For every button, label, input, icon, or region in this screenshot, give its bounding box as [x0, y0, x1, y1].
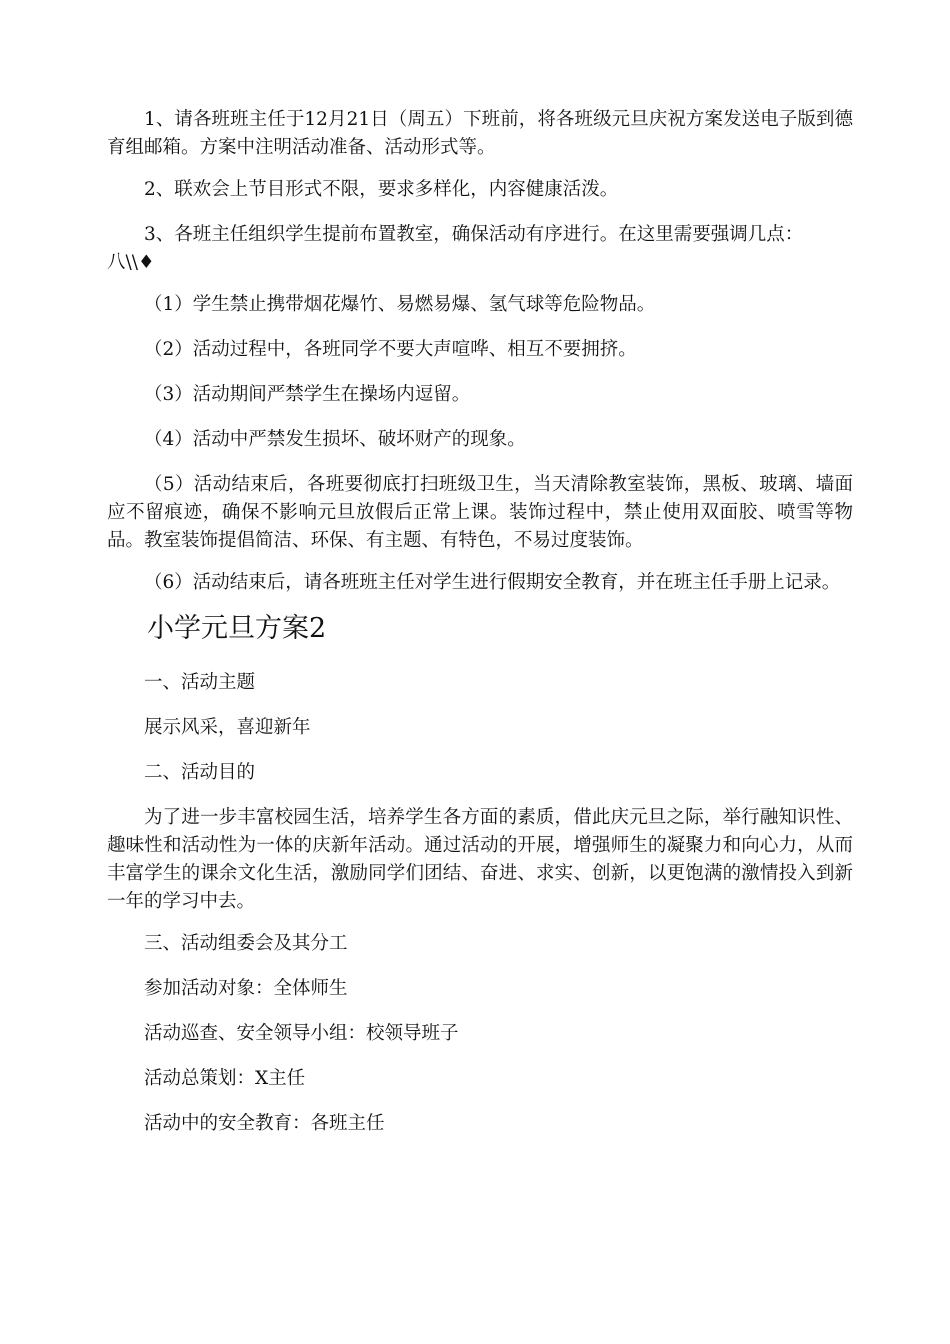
- heading-committee: 三、活动组委会及其分工: [144, 933, 348, 954]
- rule-item-6: （6）活动结束后，请各班班主任对学生进行假期安全教育，并在班主任手册上记录。: [144, 572, 841, 593]
- rule-item-4: （4）活动中严禁发生损坏、破坏财产的现象。: [144, 429, 526, 450]
- activity-theme-text: 展示风采，喜迎新年: [144, 717, 311, 738]
- planner-line: 活动总策划：X主任: [144, 1068, 306, 1089]
- paragraph-item-3: 3、各班主任组织学生提前布置教室，确保活动有序进行。在这里需要强调几点：: [144, 224, 804, 245]
- participants-line: 参加活动对象：全体师生: [144, 978, 348, 999]
- paragraph-item-1: 1、请各班班主任于12月21日（周五）下班前，将各班级元旦庆祝方案发送电子版到德育组邮箱。方案中注明活动准备、活动形式等。: [107, 109, 853, 158]
- rule-item-2: （2）活动过程中，各班同学不要大声喧哗、相互不要拥挤。: [144, 339, 637, 360]
- safety-education-line: 活动中的安全教育：各班主任: [144, 1113, 385, 1134]
- safety-group-line: 活动巡查、安全领导小组：校领导班子: [144, 1023, 459, 1044]
- garbled-symbol-line: 八\\♦: [107, 252, 155, 273]
- heading-activity-purpose: 二、活动目的: [144, 762, 256, 783]
- activity-purpose-text: 为了进一步丰富校园生活，培养学生各方面的素质，借此庆元旦之际，举行融知识性、趣味性和活动性为一体的庆新年活动。通过活动的开展，增强师生的凝聚力和向心力，从而丰富学生的课余文化生活，激励同学们团结、奋进、求实、创新，以更饱满的激情投入到新一年的学习中去。: [107, 807, 853, 912]
- rule-item-3: （3）活动期间严禁学生在操场内逗留。: [144, 384, 471, 405]
- heading-activity-theme: 一、活动主题: [144, 672, 256, 693]
- rule-item-1: （1）学生禁止携带烟花爆竹、易燃易爆、氢气球等危险物品。: [144, 294, 656, 315]
- rule-item-5: （5）活动结束后，各班要彻底打扫班级卫生，当天清除教室装饰，黑板、玻璃、墙面应不留痕迹，确保不影响元旦放假后正常上课。装饰过程中，禁止使用双面胶、喷雪等物品。教室装饰提倡简洁、环保、有主题、有特色，不易过度装饰。: [107, 474, 853, 551]
- section-title: 小学元旦方案2: [147, 613, 327, 644]
- paragraph-item-2: 2、联欢会上节目形式不限，要求多样化，内容健康活泼。: [144, 179, 619, 200]
- document-page: [107, 106, 853, 1155]
